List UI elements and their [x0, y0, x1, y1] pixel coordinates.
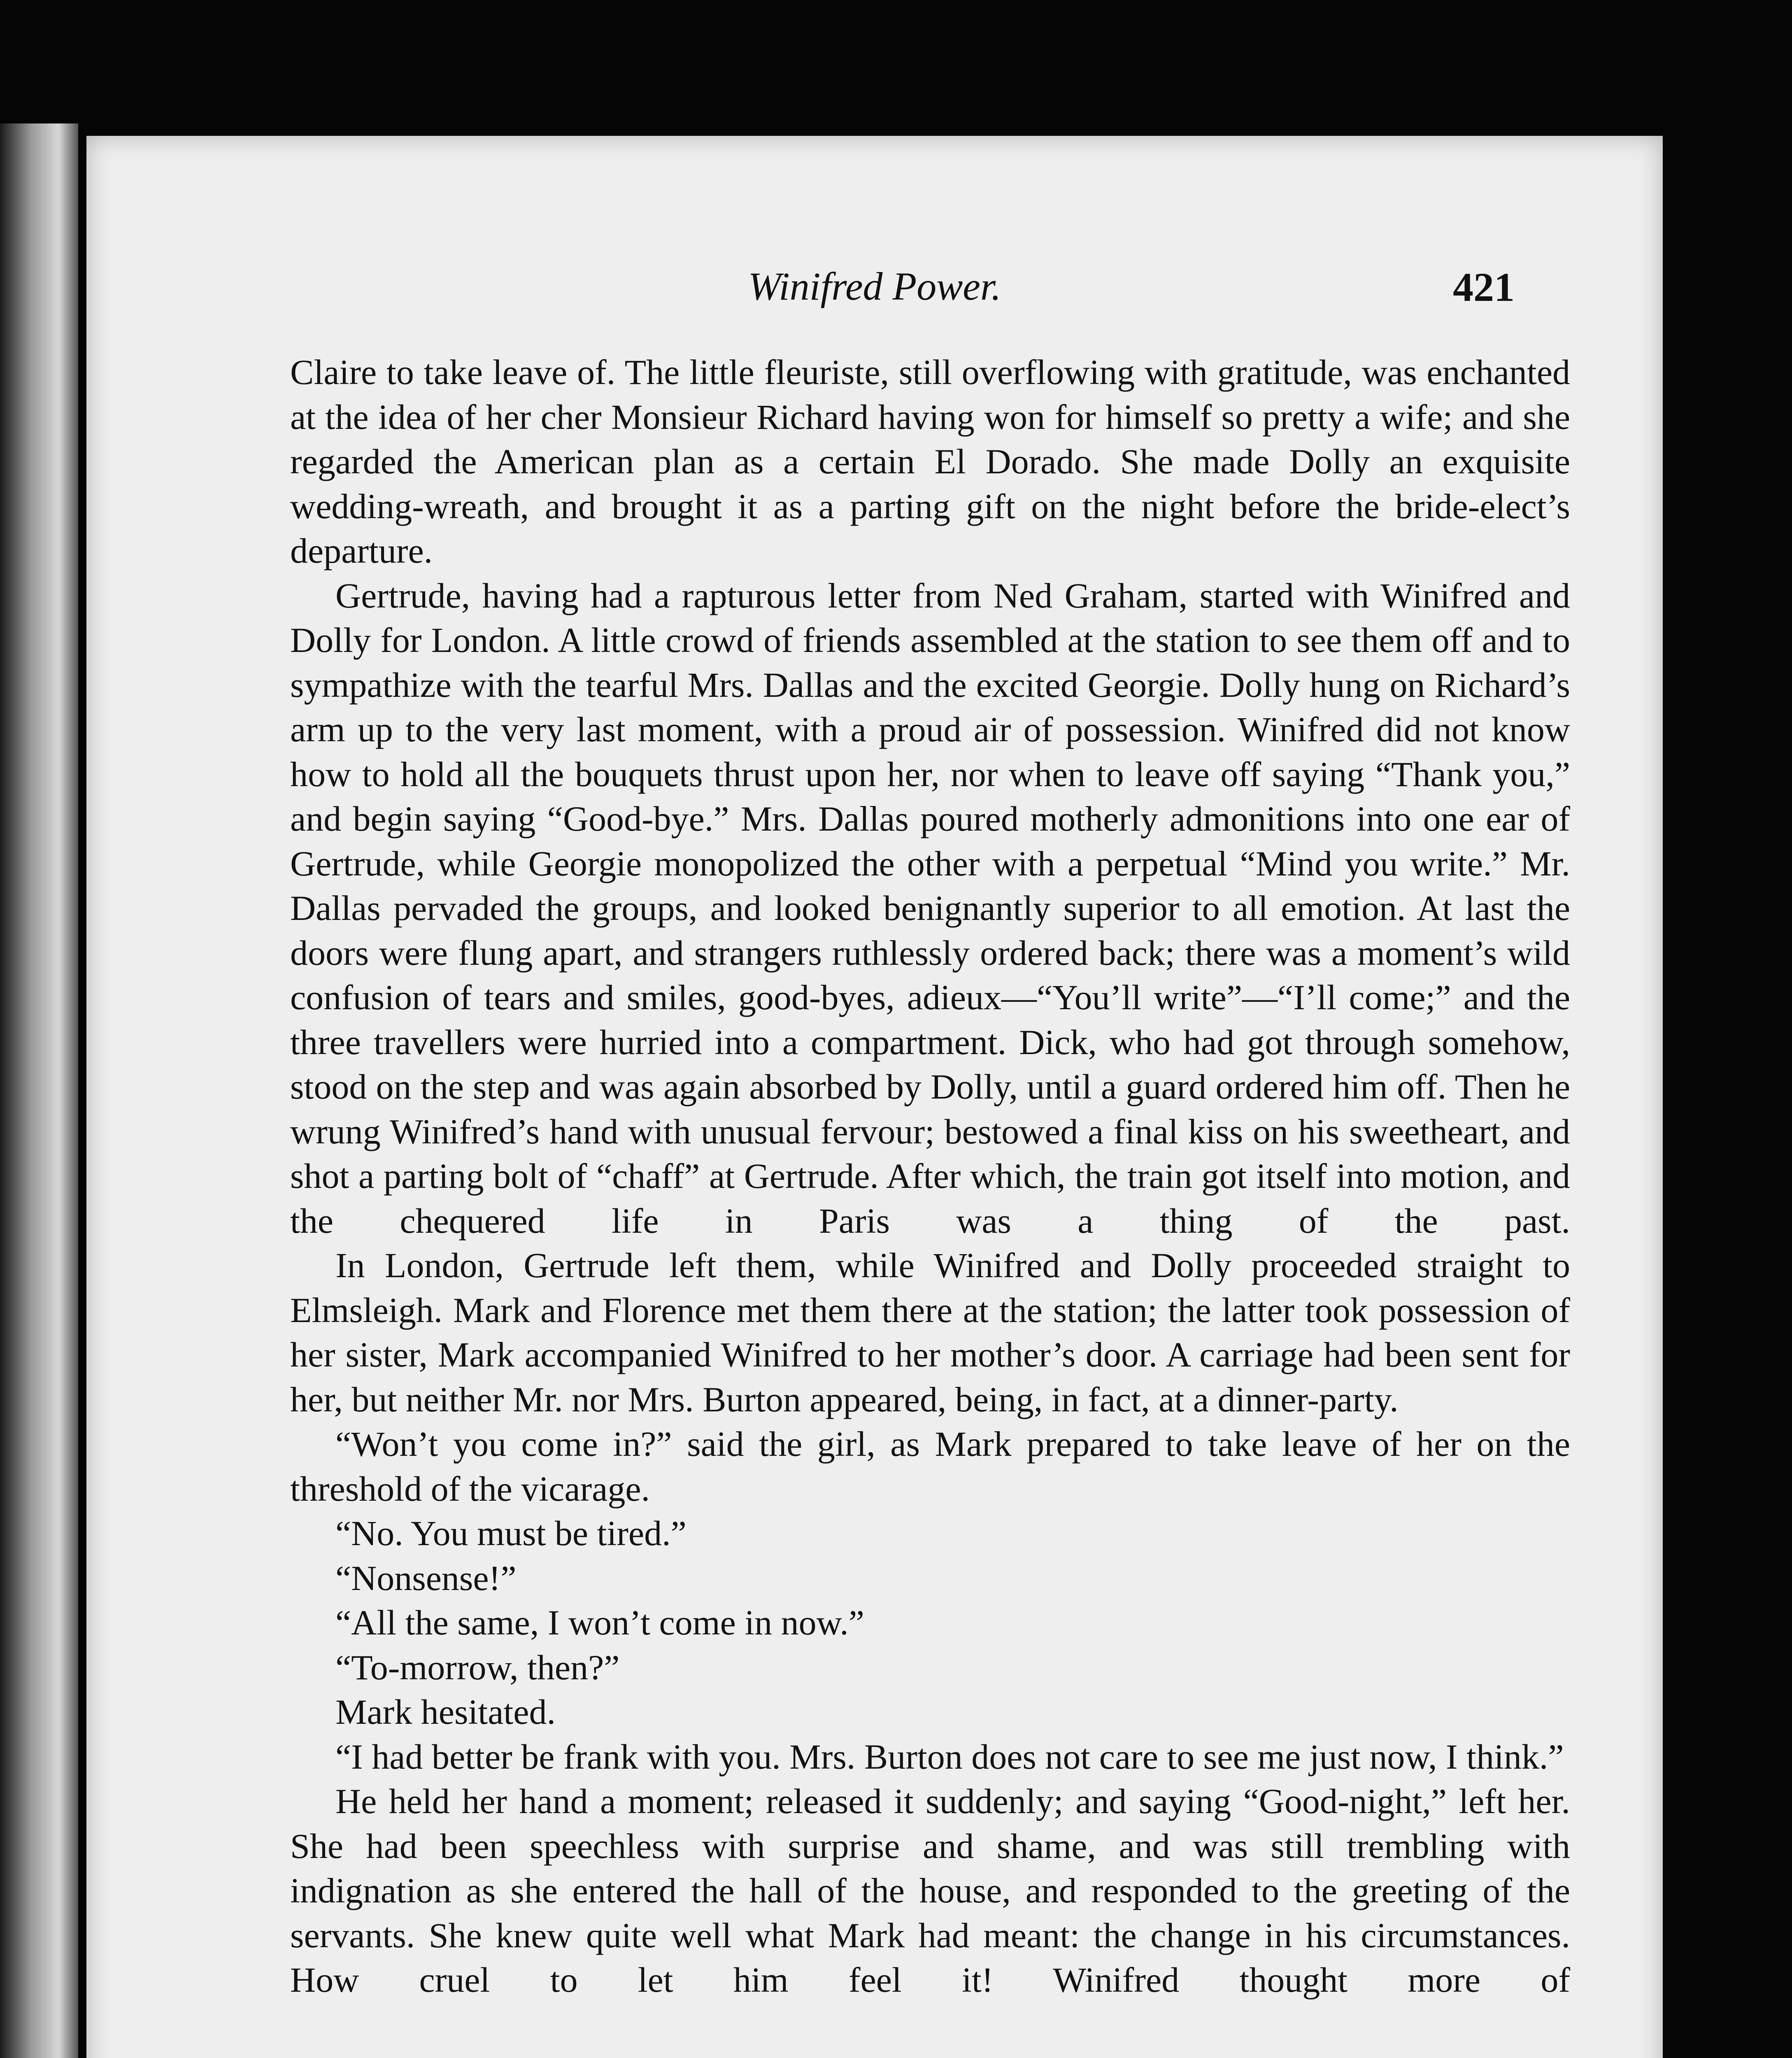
paragraph-6: “Nonsense!” — [335, 1558, 517, 1598]
adjacent-page-edge — [0, 123, 78, 2058]
paragraph-9: Mark hesitated. — [335, 1692, 556, 1732]
paragraph-7: “All the same, I won’t come in now.” — [335, 1603, 864, 1642]
paragraph-3: In London, Gertrude left them, while Winifred and Dolly proceeded straight to Elmsleigh. Mark and Florence met them there at the station; the latter took possession of her sister, Mark accompanied Winifred to her mother’s door. A carriage had been sent for her, but neither Mr. nor Mrs. Burton appeared, being, in fact, at a dinner-party. — [290, 1246, 1570, 1419]
paragraph-5: “No. You must be tired.” — [335, 1513, 687, 1553]
paragraph-8: “To-morrow, then?” — [335, 1647, 620, 1687]
paragraph-4: “Won’t you come in?” said the girl, as Mark prepared to take leave of her on the threshold of the vicarage. — [290, 1424, 1570, 1509]
running-title: Winifred Power. — [748, 264, 1001, 308]
paragraph-10: “I had better be frank with you. Mrs. Burton does not care to see me just now, I think.” — [335, 1737, 1564, 1776]
paragraph-1: Claire to take leave of. The little fleuriste, still overflowing with gratitude, was enchanted at the idea of her cher Monsieur Richard having won for himself so pretty a wife; and she regarded the American plan as a certain El Dorado. She made Dolly an exquisite wedding-wreath, and brought it as a parting gift on the night before the bride-elect’s departure. — [290, 352, 1570, 570]
paragraph-2: Gertrude, having had a rapturous letter from Ned Graham, started with Winifred and Dolly for London. A little crowd of friends assembled at the station to see them off and to sympathize with the tearful Mrs. Dallas and the excited Georgie. Dolly hung on Richard’s arm up to the very last moment, with a proud air of possession. Winifred did not know how to hold all the bouquets thrust upon her, nor when to leave off saying “Thank you,” and begin saying “Good-bye.” Mrs. Dallas poured motherly admonitions into one ear of Gertrude, while Georgie monopolized the other with a perpetual “Mind you write.” Mr. Dallas pervaded the groups, and looked benignantly superior to all emotion. At last the doors were flung apart, and strangers ruthlessly ordered back; there was a moment’s wild confusion of tears and smiles, good-byes, adieux—“You’ll write”—“I’ll come;” and the three travellers were hurried into a compartment. Dick, who had got through somehow, stood on the step and was again absorbed by Dolly, until a guard ordered him off. Then he wrung Winifred’s hand with unusual fervour; bestowed a final kiss on his sweetheart, and shot a parting bolt of “chaff” at Gertrude. After which, the train got itself into motion, and the chequered life in Paris was a thing of the past. — [290, 575, 1570, 1241]
page-number: 421 — [1453, 264, 1515, 310]
book-page — [86, 136, 1663, 2058]
paragraph-11: He held her hand a moment; released it suddenly; and saying “Good-night,” left her. She had been speechless with surprise and shame, and was still trembling with indignation as she entered the hall of the house, and responded to the greeting of the servants. She knew quite well what Mark had meant: the change in his circumstances. How cruel to let him feel it! Winifred thought more of — [290, 1781, 1570, 2000]
body-text — [290, 350, 1570, 2002]
running-head — [86, 255, 1663, 317]
